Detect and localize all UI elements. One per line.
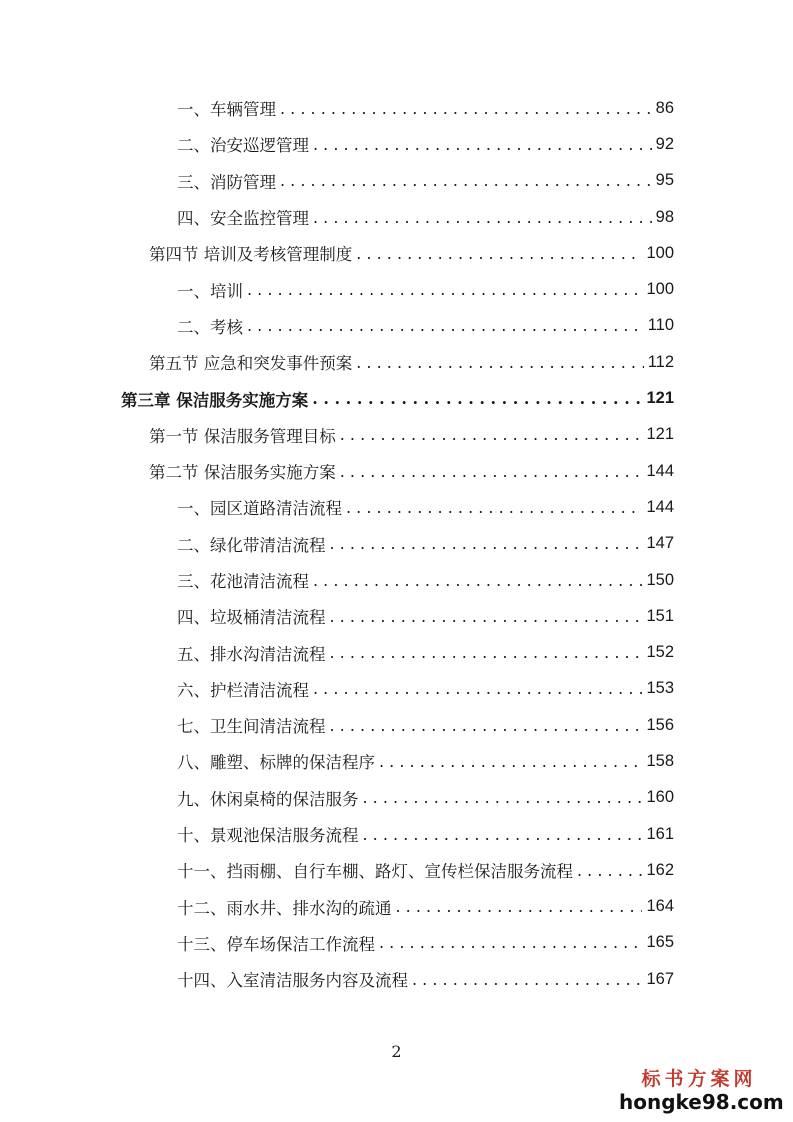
toc-entry-section[interactable]: [0, 344, 793, 380]
toc-entry-item[interactable]: [0, 707, 793, 743]
toc-entry-item[interactable]: [0, 489, 793, 525]
toc-entry-item[interactable]: [0, 816, 793, 852]
toc-dot-leader: [340, 425, 643, 444]
toc-dot-leader: [280, 99, 652, 118]
toc-dot-leader: [346, 498, 642, 517]
toc-entry-page: 150: [646, 570, 674, 589]
toc-entry-title: 四、安全监控管理: [177, 209, 309, 229]
toc-dot-leader: [247, 316, 644, 335]
toc-entry-page: 144: [646, 497, 674, 516]
toc-entry-title: 一、培训: [177, 281, 243, 301]
toc-entry-page: 167: [646, 969, 674, 988]
toc-dot-leader: [379, 933, 642, 952]
toc-entry-item[interactable]: [0, 961, 793, 997]
toc-entry-item[interactable]: [0, 199, 793, 235]
toc-dot-leader: [356, 353, 643, 372]
toc-entry-title: 第三章 保洁服务实施方案: [121, 390, 309, 410]
toc-entry-page: 165: [646, 933, 674, 952]
toc-dot-leader: [577, 861, 642, 880]
toc-entry-page: 156: [646, 715, 674, 734]
toc-entry-chapter[interactable]: [0, 380, 793, 416]
toc-entry-page: 152: [646, 643, 674, 662]
toc-entry-title: 七、卫生间清洁流程: [177, 717, 326, 737]
toc-dot-leader: [313, 135, 652, 154]
toc-dot-leader: [330, 534, 643, 553]
toc-dot-leader: [280, 171, 652, 190]
toc-entry-title: 八、雕塑、标牌的保洁程序: [177, 753, 375, 773]
toc-entry-title: 六、护栏清洁流程: [177, 680, 309, 700]
toc-entry-section[interactable]: [0, 235, 793, 271]
toc-entry-title: 一、园区道路清洁流程: [177, 499, 342, 519]
toc-entry-page: 161: [646, 824, 674, 843]
toc-entry-section[interactable]: [0, 453, 793, 489]
toc-entry-title: 一、车辆管理: [177, 100, 276, 120]
toc-entry-page: 162: [646, 860, 674, 879]
toc-entry-page: 110: [647, 316, 674, 335]
toc-entry-title: 五、排水沟清洁流程: [177, 644, 326, 664]
toc-entry-title: 第四节 培训及考核管理制度: [149, 245, 353, 265]
watermark-name: 标书方案网: [641, 1068, 757, 1090]
toc-dot-leader: [363, 825, 643, 844]
toc-dot-leader: [396, 897, 643, 916]
toc-entry-title: 二、考核: [177, 317, 243, 337]
toc-entry-page: 147: [646, 534, 674, 553]
toc-entry-title: 十三、停车场保洁工作流程: [177, 934, 375, 954]
page-number: 2: [391, 1042, 402, 1061]
toc-entry-item[interactable]: [0, 90, 793, 126]
toc-dot-leader: [379, 752, 642, 771]
toc-entry-item[interactable]: [0, 271, 793, 307]
toc-dot-leader: [247, 280, 642, 299]
toc-entry-page: 151: [646, 606, 674, 625]
toc-entry-title: 第二节 保洁服务实施方案: [149, 463, 336, 483]
toc-entry-item[interactable]: [0, 925, 793, 961]
toc-entry-page: 144: [646, 461, 674, 480]
toc-dot-leader: [340, 462, 643, 481]
watermark-url: hongke98.com: [619, 1090, 784, 1114]
toc-entry-page: 121: [646, 425, 674, 444]
toc-entry-title: 十、景观池保洁服务流程: [177, 826, 359, 846]
toc-dot-leader: [313, 571, 642, 590]
toc-entry-title: 第一节 保洁服务管理目标: [149, 426, 336, 446]
toc-entry-title: 二、治安巡逻管理: [177, 136, 309, 156]
toc-entry-page: 98: [655, 207, 674, 226]
toc-entry-page: 100: [646, 243, 674, 262]
toc-entry-item[interactable]: [0, 634, 793, 670]
toc-entry-item[interactable]: [0, 163, 793, 199]
toc-entry-title: 四、垃圾桶清洁流程: [177, 608, 326, 628]
toc-entry-page: 121: [646, 389, 674, 408]
toc-dot-leader: [330, 643, 643, 662]
toc-entry-item[interactable]: [0, 562, 793, 598]
toc-entry-item[interactable]: [0, 671, 793, 707]
toc-entry-title: 九、休闲桌椅的保洁服务: [177, 789, 359, 809]
toc-entry-item[interactable]: [0, 526, 793, 562]
toc-entry-page: 86: [655, 98, 674, 117]
toc-entry-page: 100: [646, 280, 674, 299]
toc-entry-page: 158: [646, 751, 674, 770]
toc-entry-page: 164: [646, 897, 674, 916]
toc-entry-title: 三、消防管理: [177, 172, 276, 192]
toc-dot-leader: [313, 679, 642, 698]
toc-entry-page: 112: [647, 352, 674, 371]
toc-dot-leader: [312, 389, 642, 408]
toc-entry-title: 十二、雨水井、排水沟的疏通: [177, 898, 392, 918]
toc-entry-title: 十四、入室清洁服务内容及流程: [177, 971, 408, 991]
toc-dot-leader: [330, 716, 643, 735]
toc-entry-page: 92: [655, 134, 674, 153]
toc-entry-item[interactable]: [0, 743, 793, 779]
toc-entry-item[interactable]: [0, 308, 793, 344]
toc-entry-item[interactable]: [0, 780, 793, 816]
toc-entry-item[interactable]: [0, 126, 793, 162]
toc-entry-item[interactable]: [0, 598, 793, 634]
toc-dot-leader: [363, 788, 643, 807]
toc-entry-page: 153: [646, 679, 674, 698]
toc-entry-title: 十一、挡雨棚、自行车棚、路灯、宣传栏保洁服务流程: [177, 862, 573, 882]
toc-entry-title: 三、花池清洁流程: [177, 572, 309, 591]
toc-dot-leader: [412, 970, 642, 989]
toc-entry-title: 第五节 应急和突发事件预案: [149, 354, 353, 374]
toc-dot-leader: [356, 244, 642, 263]
toc-entry-item[interactable]: [0, 889, 793, 925]
toc-entry-page: 160: [646, 788, 674, 807]
toc-entry-page: 95: [655, 171, 674, 190]
toc-entry-title: 二、绿化带清洁流程: [177, 535, 326, 555]
table-of-contents: [0, 90, 793, 997]
toc-entry-item[interactable]: [0, 852, 793, 888]
toc-entry-section[interactable]: [0, 417, 793, 453]
toc-dot-leader: [330, 607, 643, 626]
watermark-logo: [619, 1068, 784, 1114]
toc-dot-leader: [313, 208, 652, 227]
